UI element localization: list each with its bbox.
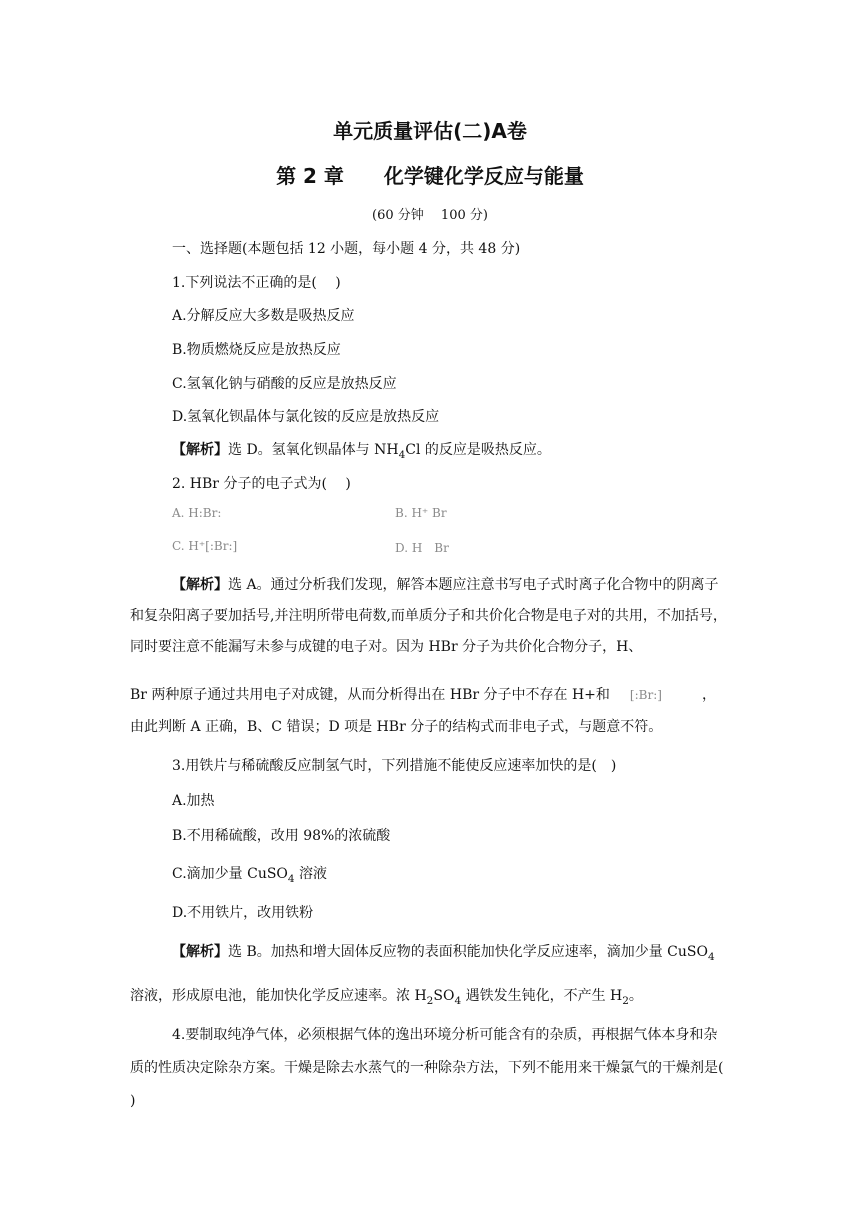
q1-analysis: 【解析】选 D。氢氧化钡晶体与 $NH_4Cl$ 的反应是吸热反应。 [172,442,551,461]
q2-analysis-line3: 由此判断 A 正确，B、C 错误；D 项是 HBr 分子的结构式而非电子式，与题意不符。 [130,719,663,735]
q4-stem: 4.要制取纯净气体，必须根据气体的逸出环境分析可能含有的杂质，再根据气体本身和杂质的性质决定除杂方案。干燥是除去水蒸气的一种除杂方法，下列不能用来干燥氯气的干燥剂是( ) [130,1027,742,1109]
q3-stem: 3.用铁片与稀硫酸反应制氢气时，下列措施不能使反应速率加快的是( ) [172,758,617,774]
chapter-number: 第 2 章 [276,164,344,188]
q3-option-a: A.加热 [172,793,215,809]
q2-analysis-line2: Br 两种原子通过共用电子对成键，从而分析得出在 HBr 分子中不存在 H+和 [:Br:] ， [130,687,716,703]
q2-option-b-image: B. H⁺ Br [395,506,447,520]
q2-option-c-image: C. H⁺[:Br:] [172,539,238,553]
document-title: 单元质量评估(二)A卷 [333,119,527,143]
q2-option-a-image: A. H:Br: [172,506,222,520]
q3-option-b: B.不用稀硫酸，改用 98%的浓硫酸 [172,828,391,844]
section-heading: 一、选择题(本题包括 12 小题，每小题 4 分，共 48 分) [172,241,521,257]
q3-option-d: D.不用铁片，改用铁粉 [172,905,314,921]
q3-analysis-line1: 【解析】选 B。加热和增大固体反应物的表面积能加快化学反应速率，滴加少量 CuSO$_4$ [172,944,715,963]
q1-stem: 1.下列说法不正确的是( ) [172,275,341,291]
chapter-title [0,160,860,189]
q2-analysis: 【解析】选 A。通过分析我们发现，解答本题应注意书写电子式时离子化合物中的阴离子和复杂阳离子要加括号,并注明所带电荷数,而单质分子和共价化合物是电子对的共用，不加括号，同时要注意不能漏写未参与成键的电子对。因为 HBr 分子为共价化合物分子，H、 [130,577,727,655]
chapter-topic: 化学键化学反应与能量 [383,164,584,188]
q1-option-a: A.分解反应大多数是吸热反应 [172,308,355,324]
br-ion-formula-image: [:Br:] [629,688,662,702]
analysis-label: 【解析】 [172,442,228,458]
q2-stem: 2. HBr 分子的电子式为( ) [172,476,351,492]
q1-option-c: C.氢氧化钠与硝酸的反应是放热反应 [172,376,397,392]
q2-option-d-image: D. H Br [395,541,449,555]
q3-option-c: C.滴加少量 CuSO$_4$ 溶液 [172,866,328,885]
time-score: (60 分钟 100 分) [372,208,488,223]
q1-option-d: D.氢氧化钡晶体与氯化铵的反应是放热反应 [172,409,440,425]
q3-analysis-line2: 溶液，形成原电池，能加快化学反应速率。浓 $H_2SO_4$ 遇铁发生钝化，不产生 $H_2$。 [130,988,643,1007]
analysis-label: 【解析】 [172,944,228,960]
q1-option-b: B.物质燃烧反应是放热反应 [172,342,341,358]
analysis-label: 【解析】 [172,577,228,593]
